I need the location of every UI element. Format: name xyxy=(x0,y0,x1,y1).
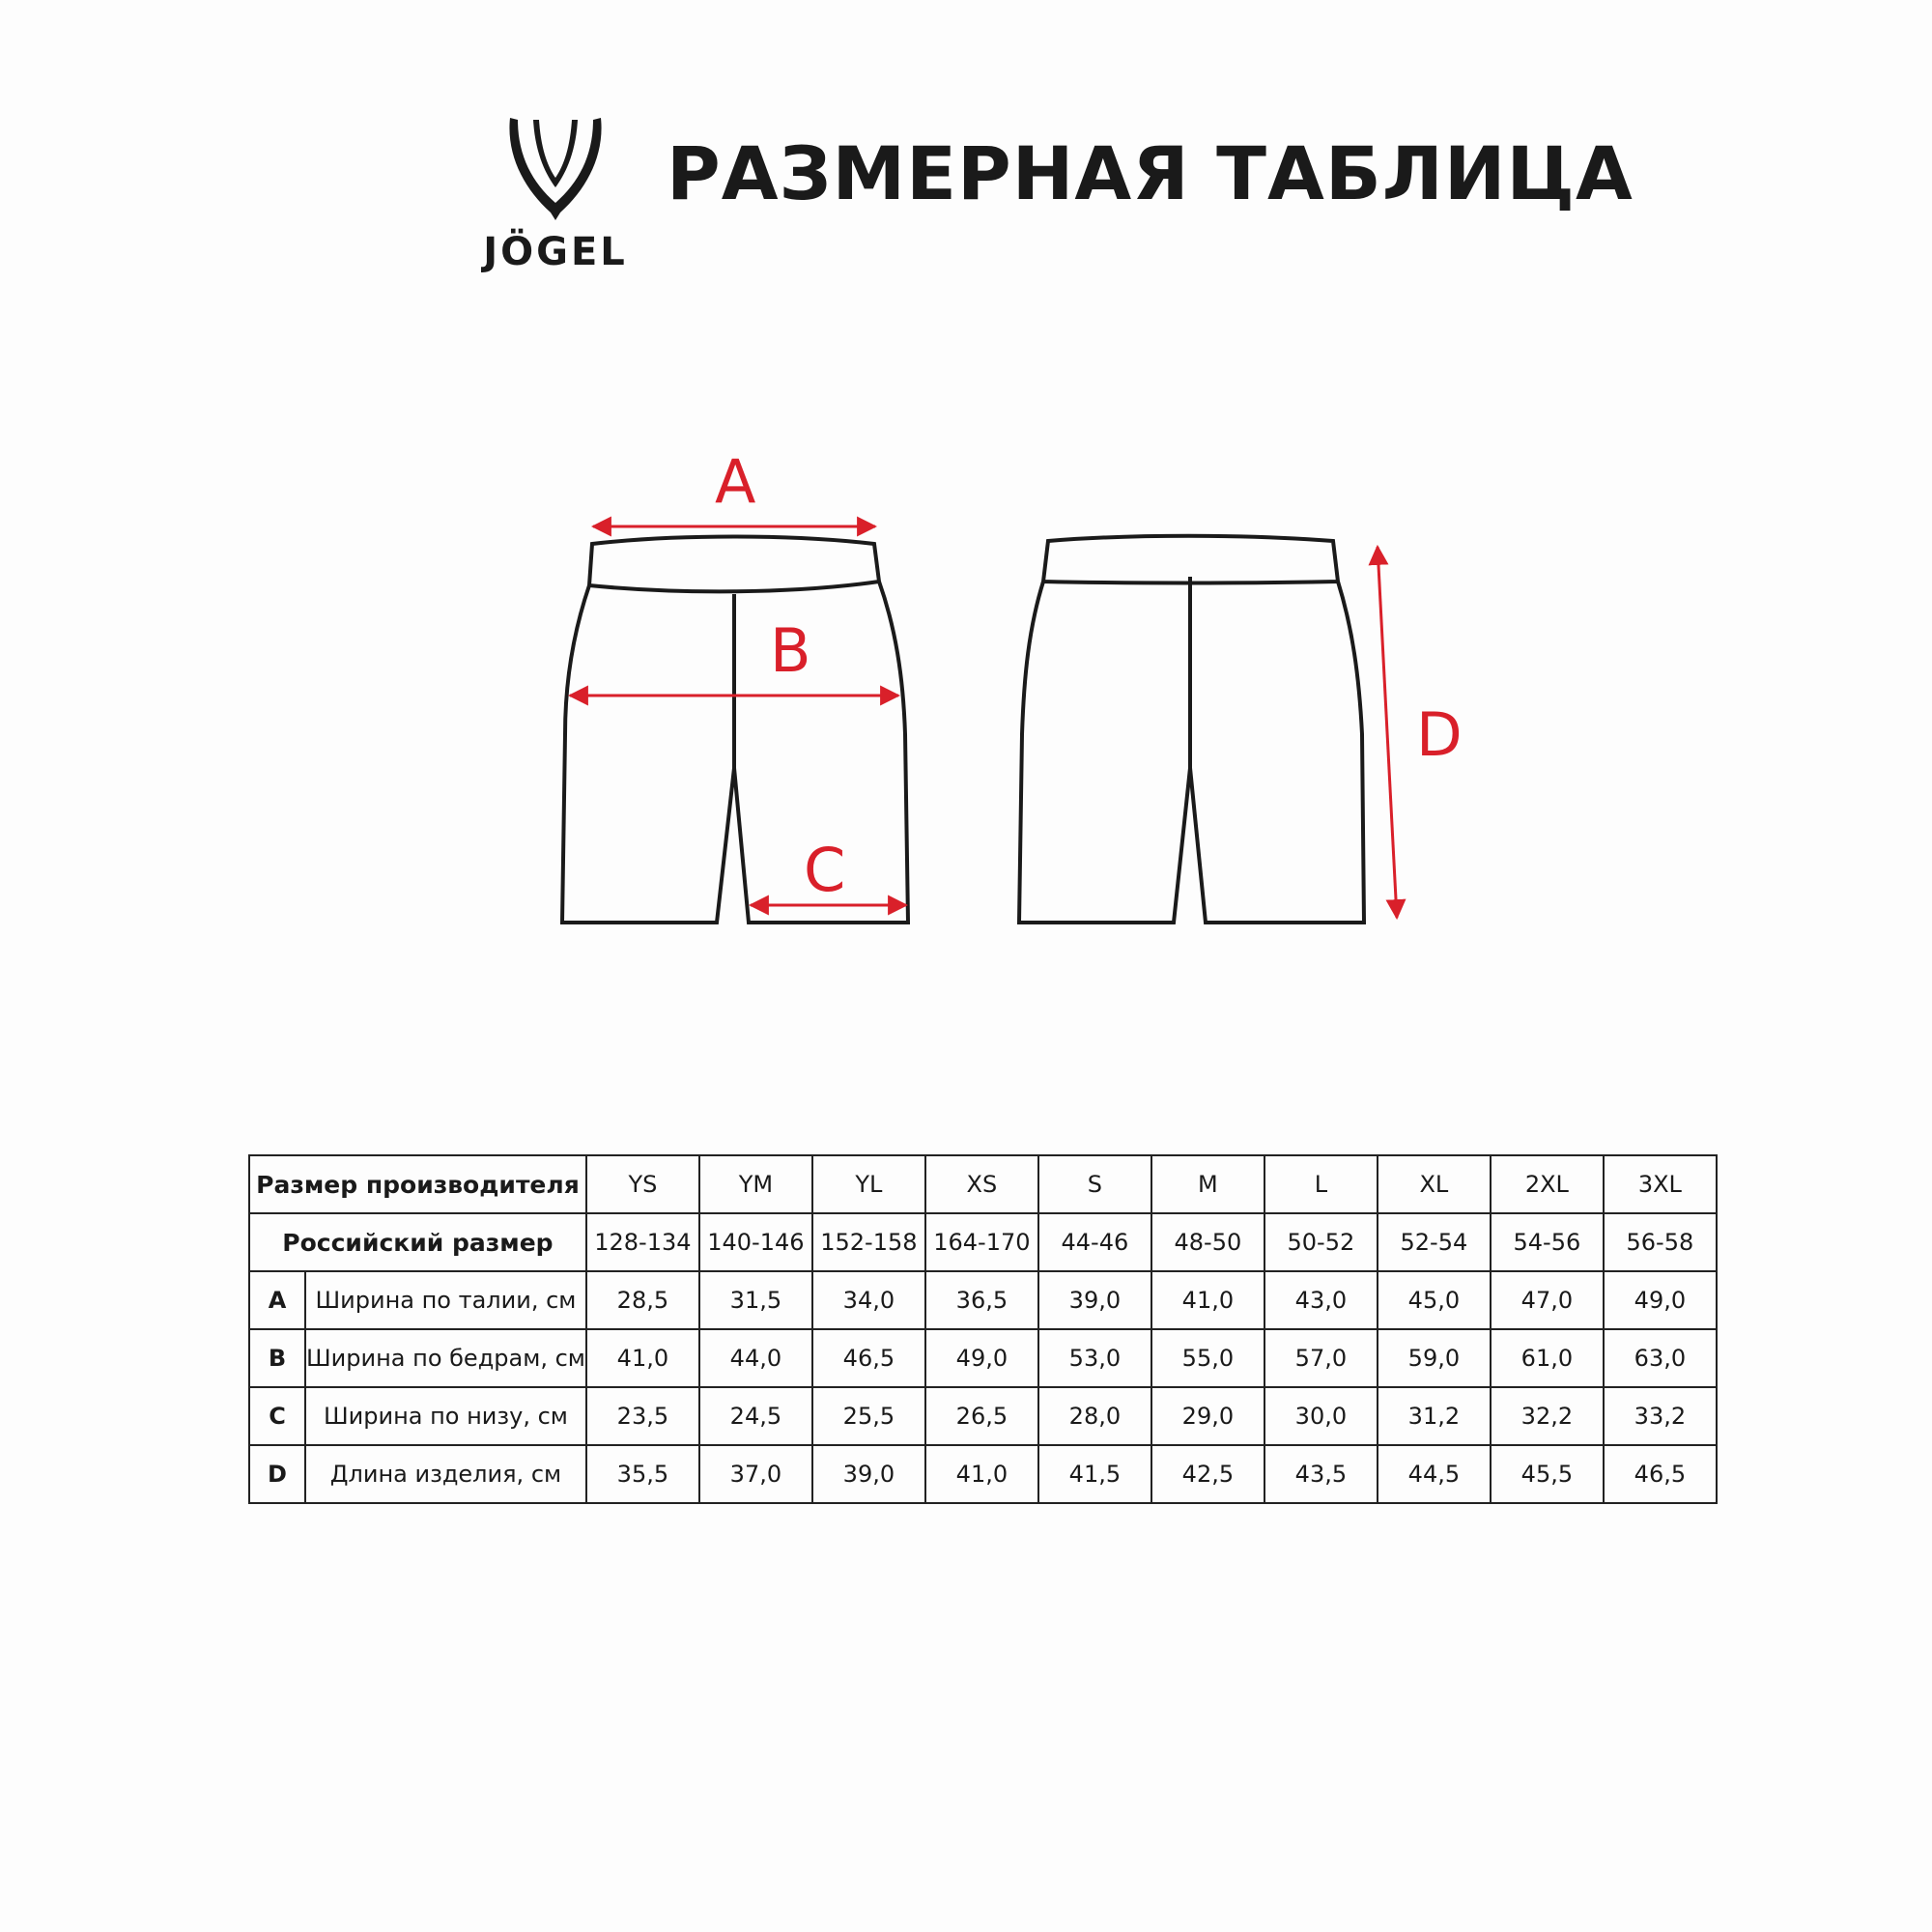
value-cell: 44,5 xyxy=(1378,1445,1491,1503)
size-cell: 3XL xyxy=(1604,1155,1717,1213)
value-cell: 31,5 xyxy=(699,1271,812,1329)
page-title: РАЗМЕРНАЯ ТАБЛИЦА xyxy=(667,130,1634,216)
value-cell: 25,5 xyxy=(812,1387,925,1445)
russian-size-cell: 56-58 xyxy=(1604,1213,1717,1271)
russian-size-cell: 50-52 xyxy=(1264,1213,1378,1271)
table-row-d xyxy=(249,1445,1717,1503)
value-cell: 59,0 xyxy=(1378,1329,1491,1387)
row-label: Ширина по талии, см xyxy=(305,1271,586,1329)
size-cell: L xyxy=(1264,1155,1378,1213)
size-cell: XS xyxy=(925,1155,1038,1213)
value-cell: 43,5 xyxy=(1264,1445,1378,1503)
row-label: Длина изделия, см xyxy=(305,1445,586,1503)
value-cell: 46,5 xyxy=(1604,1445,1717,1503)
value-cell: 63,0 xyxy=(1604,1329,1717,1387)
size-cell: YS xyxy=(586,1155,699,1213)
brand-name: JÖGEL xyxy=(483,230,628,274)
value-cell: 24,5 xyxy=(699,1387,812,1445)
value-cell: 29,0 xyxy=(1151,1387,1264,1445)
shorts-back-outline xyxy=(1019,536,1364,923)
russian-size-cell: 44-46 xyxy=(1038,1213,1151,1271)
value-cell: 42,5 xyxy=(1151,1445,1264,1503)
shorts-diagram xyxy=(0,425,1932,966)
value-cell: 28,0 xyxy=(1038,1387,1151,1445)
size-cell: M xyxy=(1151,1155,1264,1213)
russian-size-cell: 128-134 xyxy=(586,1213,699,1271)
value-cell: 39,0 xyxy=(812,1445,925,1503)
value-cell: 61,0 xyxy=(1491,1329,1604,1387)
value-cell: 41,0 xyxy=(586,1329,699,1387)
value-cell: 41,5 xyxy=(1038,1445,1151,1503)
russian-size-cell: 164-170 xyxy=(925,1213,1038,1271)
value-cell: 57,0 xyxy=(1264,1329,1378,1387)
table-row-a xyxy=(249,1271,1717,1329)
russian-size-label: Российский размер xyxy=(249,1213,586,1271)
value-cell: 45,5 xyxy=(1491,1445,1604,1503)
value-cell: 43,0 xyxy=(1264,1271,1378,1329)
size-cell: YL xyxy=(812,1155,925,1213)
measure-d-label: D xyxy=(1416,699,1463,770)
row-label: Ширина по низу, см xyxy=(305,1387,586,1445)
row-letter: D xyxy=(249,1445,305,1503)
russian-size-cell: 48-50 xyxy=(1151,1213,1264,1271)
value-cell: 26,5 xyxy=(925,1387,1038,1445)
russian-size-cell: 54-56 xyxy=(1491,1213,1604,1271)
value-cell: 31,2 xyxy=(1378,1387,1491,1445)
value-cell: 33,2 xyxy=(1604,1387,1717,1445)
value-cell: 23,5 xyxy=(586,1387,699,1445)
row-letter: C xyxy=(249,1387,305,1445)
measure-c-label: C xyxy=(804,835,846,905)
brand-logo-icon xyxy=(504,116,607,222)
size-cell: XL xyxy=(1378,1155,1491,1213)
value-cell: 28,5 xyxy=(586,1271,699,1329)
measure-a-label: A xyxy=(715,446,756,517)
value-cell: 36,5 xyxy=(925,1271,1038,1329)
value-cell: 45,0 xyxy=(1378,1271,1491,1329)
size-cell: S xyxy=(1038,1155,1151,1213)
value-cell: 32,2 xyxy=(1491,1387,1604,1445)
measure-d-arrow xyxy=(1378,547,1397,918)
measure-b-label: B xyxy=(770,615,811,686)
table-row-russian xyxy=(249,1213,1717,1271)
table-row-b xyxy=(249,1329,1717,1387)
value-cell: 53,0 xyxy=(1038,1329,1151,1387)
value-cell: 46,5 xyxy=(812,1329,925,1387)
russian-size-cell: 152-158 xyxy=(812,1213,925,1271)
value-cell: 35,5 xyxy=(586,1445,699,1503)
value-cell: 39,0 xyxy=(1038,1271,1151,1329)
row-letter: B xyxy=(249,1329,305,1387)
value-cell: 34,0 xyxy=(812,1271,925,1329)
value-cell: 47,0 xyxy=(1491,1271,1604,1329)
value-cell: 49,0 xyxy=(925,1329,1038,1387)
brand-logo xyxy=(473,116,638,274)
value-cell: 30,0 xyxy=(1264,1387,1378,1445)
table-row-manufacturer xyxy=(249,1155,1717,1213)
size-cell: 2XL xyxy=(1491,1155,1604,1213)
value-cell: 41,0 xyxy=(1151,1271,1264,1329)
row-label: Ширина по бедрам, см xyxy=(305,1329,586,1387)
value-cell: 44,0 xyxy=(699,1329,812,1387)
value-cell: 37,0 xyxy=(699,1445,812,1503)
size-table xyxy=(248,1154,1718,1504)
table-row-c xyxy=(249,1387,1717,1445)
size-cell: YM xyxy=(699,1155,812,1213)
row-letter: A xyxy=(249,1271,305,1329)
value-cell: 41,0 xyxy=(925,1445,1038,1503)
russian-size-cell: 52-54 xyxy=(1378,1213,1491,1271)
manufacturer-size-label: Размер производителя xyxy=(249,1155,586,1213)
russian-size-cell: 140-146 xyxy=(699,1213,812,1271)
value-cell: 55,0 xyxy=(1151,1329,1264,1387)
value-cell: 49,0 xyxy=(1604,1271,1717,1329)
shorts-front-outline xyxy=(562,537,908,923)
